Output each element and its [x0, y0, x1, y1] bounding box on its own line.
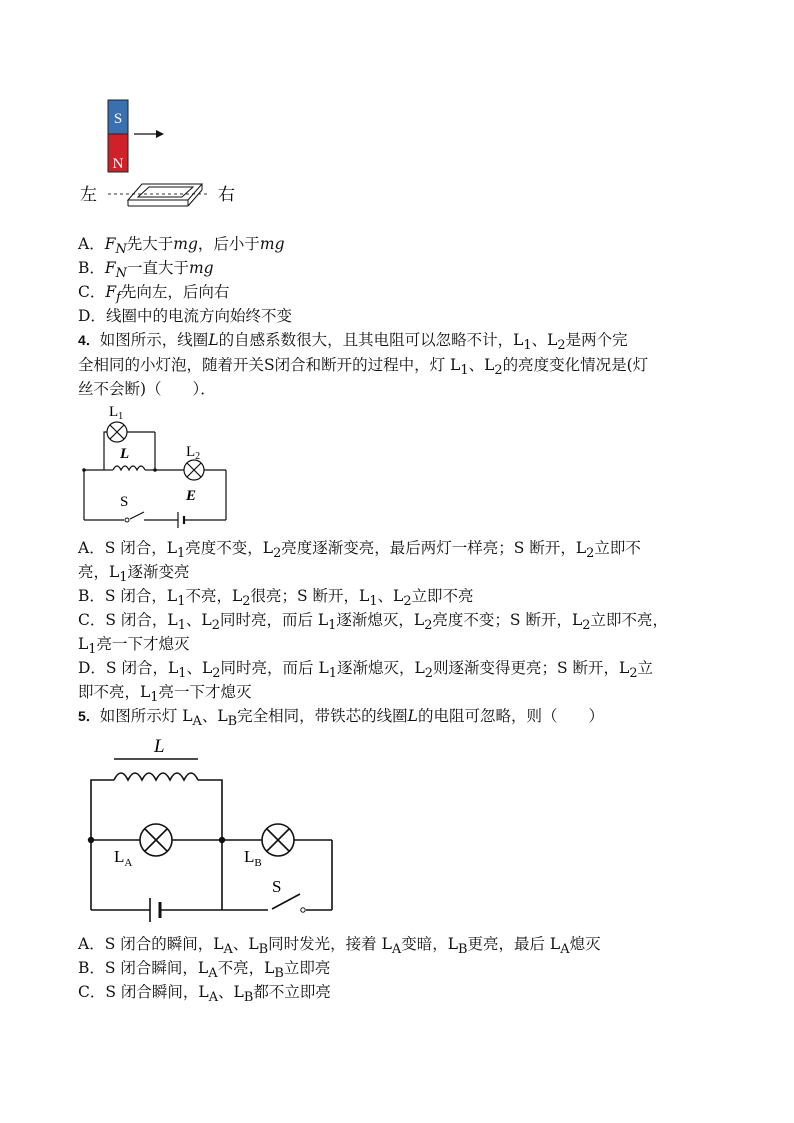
right-label: 右	[218, 185, 235, 204]
q5-circuit-figure	[84, 732, 344, 932]
bulb-lb-icon	[262, 824, 294, 856]
q4-circuit-figure	[80, 400, 240, 526]
switch-contact	[125, 518, 129, 522]
magnet-s-label: S	[113, 111, 123, 127]
magnet-n-label: N	[112, 156, 124, 172]
q3-option-d: D．线圈中的电流方向始终不变	[78, 307, 292, 325]
q5-option-a: A．S 闭合的瞬间，$L_A$、$L_B$同时发光，接着 $L_A$变暗，$L_B$更亮，最后 $L_A$熄灭	[78, 935, 601, 958]
emf-e-label: E	[186, 488, 197, 504]
switch-s-contact	[301, 908, 305, 912]
switch-s-label: S	[272, 877, 282, 896]
switch-s-label: S	[120, 494, 129, 510]
q5-option-b: B．S 闭合瞬间，$L_A$不亮，$L_B$立即亮	[78, 959, 331, 982]
l1-label: $L_1$	[109, 404, 124, 422]
q4-option-d-line1: D．S 闭合，$L_1$、$L_2$同时亮，而后 $L_1$逐渐熄灭，$L_2$则逐渐变得更亮；S 断开，$L_2$立	[78, 659, 654, 682]
q4-stem-line2: 全相同的小灯泡，随着开关S闭合和断开的过程中，灯 $L_1$、$L_2$的亮度变化情况是(灯	[78, 356, 649, 379]
q5-option-c: C．S 闭合瞬间，$L_A$、$L_B$都不立即亮	[78, 983, 331, 1006]
q3-option-c: C．$F_f$先向左，后向右	[78, 283, 230, 306]
bulb-l1-icon	[107, 422, 127, 442]
bulb-l2-icon	[184, 460, 204, 480]
left-label: 左	[80, 185, 97, 204]
coil-l-label: L	[120, 446, 130, 462]
q4-option-a-line1: A．S 闭合，$L_1$亮度不变，$L_2$亮度逐渐变亮，最后两灯一样亮；S 断开，$L_2$立即不	[78, 539, 641, 562]
q4-option-c-line2: $L_1$亮一下才熄灭	[78, 635, 190, 658]
motion-arrowhead	[156, 130, 164, 138]
coil-l-label: L	[154, 736, 165, 757]
magnet-coil-figure	[78, 96, 258, 216]
lb-label: $L_B$	[244, 847, 262, 869]
junction-dot-right	[153, 468, 157, 472]
q4-option-a-line2: 亮，$L_1$逐渐变亮	[78, 563, 190, 586]
l2-label: $L_2$	[186, 444, 201, 462]
bulb-la-icon	[140, 824, 172, 856]
q5-stem: 5．如图所示灯 $L_A$、$L_B$完全相同，带铁芯的线圈L的电阻可忽略，则（ ）	[78, 707, 604, 730]
q4-stem-line3: 丝不会断)（ ）．	[78, 380, 216, 398]
q4-stem-line1: 4．如图所示，线圈L的自感系数很大，且其电阻可以忽略不计，$L_1$、$L_2$是两个完	[78, 331, 628, 354]
junction-dot-middle	[219, 837, 225, 843]
q4-option-b: B．S 闭合，$L_1$不亮，$L_2$很亮；S 断开，$L_1$、$L_2$立即不亮	[78, 587, 474, 610]
junction-dot-left	[88, 837, 94, 843]
la-label: $L_A$	[114, 847, 133, 869]
coil-frame	[128, 184, 202, 206]
q3-option-a: A．$F_N$先大于mg，后小于mg	[78, 235, 285, 258]
junction-dot-left	[82, 468, 86, 472]
q4-option-c-line1: C．S 闭合，$L_1$、$L_2$同时亮，而后 $L_1$逐渐熄灭，$L_2$亮度不变；S 断开，$L_2$立即不亮，	[78, 611, 668, 634]
q3-option-b: B．$F_N$一直大于mg	[78, 259, 214, 282]
q4-option-d-line2: 即不亮，$L_1$亮一下才熄灭	[78, 683, 252, 706]
